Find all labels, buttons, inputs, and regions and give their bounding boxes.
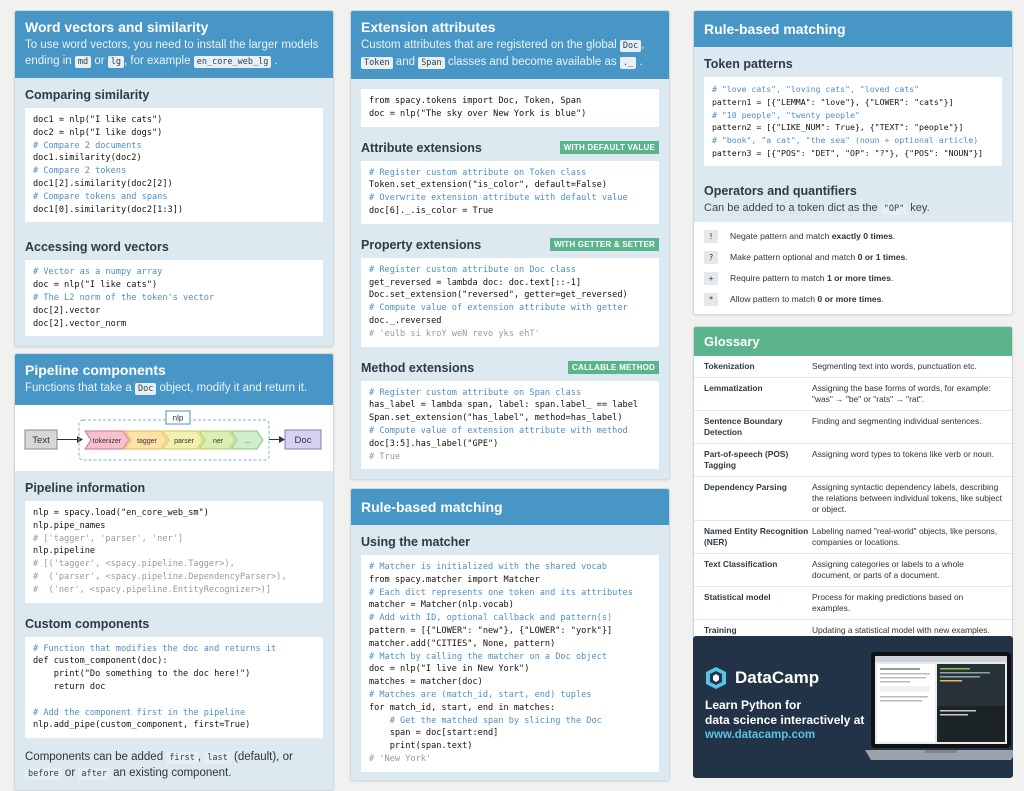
code-line: # Add the component first in the pipeline: [33, 707, 246, 718]
pipeline-diagram: [15, 405, 333, 471]
column-left: [14, 10, 334, 780]
glossary-term: Sentence Boundary Detection: [704, 416, 783, 437]
code-line: nlp.pipe_names: [33, 520, 106, 531]
code-line: Span.set_extension("has_label", method=has_label): [369, 413, 623, 424]
word-vectors-desc: [25, 37, 323, 70]
arrow-head: [279, 436, 285, 443]
datacamp-brand: DataCamp: [735, 668, 820, 687]
code-line: # Register custom attribute on Span class: [369, 387, 582, 398]
inline-code-lg: lg: [108, 56, 124, 68]
inline-code-underscore: ._: [620, 57, 636, 69]
glossary-term: Statistical model: [704, 592, 771, 602]
glossary-def: Process for making predictions based on examples.: [812, 592, 964, 613]
desc-text: Custom attributes that are registered on the global: [361, 39, 617, 51]
stage-label: ner: [212, 438, 224, 445]
glossary-term: Tokenization: [704, 361, 755, 371]
operator-desc: [730, 273, 893, 283]
column-middle: [350, 10, 670, 764]
glossary-term: Training: [704, 625, 737, 635]
operator-desc-text: Allow pattern to match: [730, 294, 818, 305]
extension-header: [351, 11, 669, 79]
desc-text: To use word vectors, you need to install the larger models ending in: [25, 39, 319, 67]
token-patterns-header: [694, 11, 1012, 47]
code-line: from spacy.tokens import Doc, Token, Span: [369, 96, 582, 106]
operator-key: ?: [704, 251, 718, 264]
attribute-ext-code: [361, 161, 659, 224]
code-line: # ('ner', <spacy.pipeline.EntityRecognizer>)]: [33, 584, 271, 595]
desc-text: classes and become available as: [447, 56, 617, 68]
code-line: span = doc[start:end]: [369, 728, 499, 739]
desc-text: Functions that take a: [25, 382, 132, 394]
datacamp-url-link[interactable]: www.datacamp.com: [705, 729, 816, 741]
code-line: # ['tagger', 'parser', 'ner']: [33, 533, 184, 544]
custom-components-code: [25, 637, 323, 739]
word-vectors-card: [14, 10, 334, 347]
code-line: doc[2].vector_norm: [33, 318, 127, 329]
method-ext-title: Method extensions: [361, 360, 475, 375]
glossary-row: [694, 411, 1012, 444]
text-label: Text: [32, 435, 50, 446]
code-line: # Matches are (match_id, start, end) tuples: [369, 689, 592, 700]
glossary-term: Named Entity Recognition (NER): [704, 526, 809, 547]
code-line: # Register custom attribute on Doc class: [369, 264, 576, 275]
code-line: doc2 = nlp("I like dogs"): [33, 127, 163, 138]
laptop-image: [865, 650, 1013, 764]
property-ext-header: [361, 238, 659, 252]
attribute-ext-section: [351, 131, 669, 228]
import-section: [351, 79, 669, 131]
glossary-def: Labeling named "real-world" objects, like persons, companies or locations.: [812, 526, 998, 547]
glossary-row: [694, 521, 1012, 554]
custom-components-title: Custom components: [25, 616, 150, 631]
accessing-section: [15, 226, 333, 346]
inline-code-token: Token: [361, 57, 393, 69]
code-line: def custom_component(doc):: [33, 656, 168, 667]
code-line: doc = nlp("I like cats"): [33, 280, 158, 291]
glossary-row: [694, 477, 1012, 521]
code-line: pattern = [{"LOWER": "new"}, {"LOWER": "york"}]: [369, 625, 613, 636]
stage-label: tagger: [137, 438, 157, 445]
property-ext-tag: WITH GETTER & SETTER: [550, 238, 659, 251]
code-line: matcher.add("CITIES", None, pattern): [369, 638, 556, 649]
operator-row: [704, 226, 1002, 247]
code-line: # ('parser', <spacy.pipeline.DependencyParser>),: [33, 571, 287, 582]
code-line: doc[3:5].has_label("GPE"): [369, 438, 499, 449]
operator-row: [704, 247, 1002, 268]
glossary-def: Assigning syntactic dependency labels, describing the relations between individual tokens, like subject or object.: [812, 482, 1002, 514]
code-line: # "love cats", "loving cats", "loved cats": [712, 84, 920, 94]
inline-code-model: en_core_web_lg: [194, 56, 272, 68]
extension-card: [350, 10, 670, 480]
nlp-label: nlp: [172, 413, 184, 423]
desc-text: .: [274, 55, 278, 67]
pipeline-diagram-svg: [15, 405, 334, 471]
code-line: # Compare tokens and spans: [33, 191, 168, 202]
code-line: nlp = spacy.load("en_core_web_sm"): [33, 508, 209, 518]
glossary-row: [694, 444, 1012, 477]
code-line: doc1.similarity(doc2): [33, 153, 142, 164]
matcher-code: [361, 555, 659, 772]
operator-desc-text: .: [892, 231, 896, 242]
code-line: # Add with ID, optional callback and pattern(s): [369, 613, 613, 624]
operators-section: [694, 170, 1012, 214]
operator-row: [704, 268, 1002, 289]
code-line: nlp.pipeline: [33, 546, 96, 557]
glossary-table: [694, 356, 1012, 641]
code-line: # "10 people", "twenty people": [712, 109, 860, 120]
code-line: # True: [369, 451, 401, 462]
operator-desc-text: Require pattern to match: [730, 273, 827, 284]
comparing-title: Comparing similarity: [25, 88, 150, 102]
operators-title: Operators and quantifiers: [704, 183, 857, 198]
code-line: get_reversed = lambda doc: doc.text[::-1]: [369, 277, 582, 288]
code-line: # The L2 norm of the token's vector: [33, 292, 215, 303]
code-line: # Get the matched span by slicing the Doc: [369, 715, 602, 726]
glossary-term: Dependency Parsing: [704, 482, 787, 492]
method-ext-code: [361, 381, 659, 470]
arrow-head: [77, 436, 83, 443]
code-line: # Compare 2 documents: [33, 140, 142, 151]
operator-key: +: [704, 272, 718, 285]
note-text: or: [64, 767, 76, 780]
code-line: doc1[2].similarity(doc2[2]): [33, 178, 173, 189]
operator-desc-text: .: [890, 273, 894, 284]
operator-desc-bold: 1 or more times: [826, 273, 891, 284]
import-code: [361, 89, 659, 127]
code-line: # [('tagger', <spacy.pipeline.Tagger>),: [33, 559, 235, 570]
pipeline-header: [15, 354, 333, 405]
inline-code-after: after: [78, 768, 110, 780]
doc-label: Doc: [294, 435, 312, 446]
code-line: # Compute value of extension attribute with getter: [369, 303, 628, 314]
datacamp-banner[interactable]: [693, 636, 1013, 778]
inline-code-last: last: [204, 752, 230, 764]
glossary-row: [694, 378, 1012, 411]
code-line: pattern2 = [{"LIKE_NUM": True}, {"TEXT": "people"}]: [712, 122, 964, 133]
method-ext-tag: CALLABLE METHOD: [568, 361, 659, 374]
code-line: # Function that modifies the doc and returns it: [33, 643, 277, 654]
code-line: # Overwrite extension attribute with default value: [369, 193, 628, 204]
inline-code-before: before: [25, 768, 62, 780]
attribute-ext-title: Attribute extensions: [361, 140, 482, 155]
stage-label: tokenizer: [92, 438, 122, 445]
glossary-def: Segmenting text into words, punctuation etc.: [812, 361, 977, 371]
desc-text: , for example: [124, 55, 191, 67]
accessing-title: Accessing word vectors: [25, 240, 169, 255]
desc-text: and: [395, 56, 415, 68]
glossary-row: [694, 356, 1012, 378]
desc-text: object, modify it and return it.: [159, 382, 308, 394]
operator-desc: [730, 252, 908, 262]
glossary-def: Finding and segmenting individual sentences.: [812, 416, 982, 426]
matcher-header: [351, 489, 669, 525]
glossary-row: [694, 587, 1012, 620]
operator-desc-bold: 0 or 1 times: [857, 252, 906, 263]
extension-desc: [361, 37, 659, 71]
datacamp-logo-icon: [705, 666, 727, 690]
code-line: # "book", "a cat", "the sea" (noun + optional article): [712, 135, 979, 146]
token-patterns-code: [704, 77, 1002, 166]
code-line: # Match by calling the matcher on a Doc object: [369, 651, 607, 662]
glossary-title: Glossary: [694, 327, 1012, 356]
code-line: doc = nlp("The sky over New York is blue"): [369, 108, 587, 119]
stage-label: parser: [174, 438, 194, 445]
desc-text: Can be added to a token dict as the: [704, 201, 878, 214]
code-line: from spacy.matcher import Matcher: [369, 574, 540, 585]
note-text: an existing component.: [113, 767, 232, 780]
matcher-section: [351, 525, 669, 780]
code-line: # 'New York': [369, 753, 432, 764]
extension-title: Extension attributes: [361, 19, 496, 35]
code-line: pattern3 = [{"POS": "DET", "OP": "?"}, {"POS": "NOUN"}]: [712, 147, 984, 158]
glossary-row: [694, 554, 1012, 587]
note-text: Components can be added: [25, 751, 164, 764]
pipeline-desc: [25, 380, 323, 397]
operator-desc-text: Make pattern optional and match: [730, 252, 858, 263]
pipeline-title: Pipeline components: [25, 362, 166, 378]
column-right: [693, 10, 1013, 741]
code-line: doc._.reversed: [369, 315, 442, 326]
code-line: # 'eulb si kroY weN revo yks ehT': [369, 328, 540, 339]
datacamp-logo: [705, 666, 819, 690]
glossary-def: Assigning categories or labels to a whole document, or parts of a document.: [812, 559, 964, 580]
tagline-line: Learn Python for: [705, 698, 802, 712]
code-line: # Register custom attribute on Token class: [369, 167, 587, 178]
operator-desc: [730, 294, 884, 304]
pipeline-note: [15, 742, 333, 790]
pipeline-info-title: Pipeline information: [25, 481, 146, 495]
desc-text: ,: [641, 39, 645, 51]
inline-code-md: md: [75, 56, 91, 68]
code-line: # Each dict represents one token and its attributes: [369, 587, 633, 598]
code-line: doc[6]._.is_color = True: [369, 205, 494, 216]
operator-key: *: [704, 293, 718, 306]
glossary-def: Updating a statistical model with new examples.: [812, 625, 990, 635]
pipeline-card: [14, 353, 334, 791]
operator-desc-text: .: [881, 294, 884, 305]
code-line: Doc.set_extension("reversed", getter=get_reversed): [369, 290, 628, 301]
code-line: Token.set_extension("is_color", default=False): [369, 180, 607, 191]
code-line: matches = matcher(doc): [369, 677, 483, 688]
token-patterns-section: [694, 47, 1012, 170]
code-line: return doc: [33, 681, 106, 692]
operator-desc-text: .: [905, 252, 908, 263]
matcher-card-title: Rule-based matching: [361, 499, 503, 515]
inline-code-doc: Doc: [135, 383, 156, 395]
word-vectors-header: [15, 11, 333, 78]
attribute-ext-tag: WITH DEFAULT VALUE: [560, 141, 659, 154]
note-text: ,: [197, 751, 202, 764]
desc-text: .: [639, 56, 643, 68]
property-ext-code: [361, 258, 659, 347]
property-ext-section: [351, 228, 669, 351]
code-line: # Vector as a numpy array: [33, 267, 163, 278]
comparing-section: [15, 78, 333, 226]
code-line: print(span.text): [369, 741, 473, 752]
word-vectors-title: Word vectors and similarity: [25, 19, 209, 35]
code-line: pattern1 = [{"LEMMA": "love"}, {"LOWER": "cats"}]: [712, 96, 954, 107]
method-ext-header: [361, 361, 659, 375]
inline-code-span: Span: [418, 57, 444, 69]
code-line: doc[2].vector: [33, 305, 101, 316]
glossary-term: Part-of-speech (POS) Tagging: [704, 449, 789, 470]
matcher-card: [350, 488, 670, 781]
glossary-card: [693, 326, 1013, 642]
glossary-term: Text Classification: [704, 559, 778, 569]
glossary-def: Assigning the base forms of words, for example: "was" → "be" or "rats" → "rat".: [812, 383, 991, 404]
attribute-ext-header: [361, 141, 659, 155]
code-line: doc1 = nlp("I like cats"): [33, 115, 163, 125]
pipeline-info-section: [15, 471, 333, 607]
operators-desc: [704, 202, 1002, 214]
accessing-code: [25, 260, 323, 336]
code-line: # Compute value of extension attribute with method: [369, 425, 628, 436]
code-line: # Compare 2 tokens: [33, 166, 127, 177]
tagline-line: data science interactively at: [705, 713, 865, 727]
rule-matching-title: Rule-based matching: [704, 21, 846, 37]
operator-desc-text: Negate pattern and match: [730, 231, 832, 242]
method-ext-section: [351, 351, 669, 480]
matcher-title: Using the matcher: [361, 535, 471, 549]
glossary-term: Lemmatization: [704, 383, 763, 393]
token-patterns-title: Token patterns: [704, 57, 793, 71]
operator-desc-bold: 0 or more times: [817, 294, 882, 305]
inline-code-first: first: [166, 752, 198, 764]
desc-text: key.: [910, 201, 930, 214]
glossary-def: Assigning word types to tokens like verb or noun.: [812, 449, 995, 459]
inline-code-doc: Doc: [620, 40, 641, 52]
property-ext-title: Property extensions: [361, 237, 482, 252]
operator-row: [704, 289, 1002, 310]
code-line: # Matcher is initialized with the shared vocab: [369, 562, 607, 572]
code-line: doc = nlp("I live in New York"): [369, 664, 530, 675]
operators-list: [694, 222, 1012, 314]
desc-text: or: [94, 55, 105, 67]
code-line: matcher = Matcher(nlp.vocab): [369, 600, 514, 611]
code-line: for match_id, start, end in matches:: [369, 702, 556, 713]
comparing-code: [25, 108, 323, 222]
datacamp-tagline: [705, 698, 864, 728]
operator-desc-bold: exactly 0 times: [831, 231, 893, 242]
token-patterns-card: [693, 10, 1013, 315]
custom-components-section: [15, 607, 333, 743]
inline-code-op: "OP": [881, 203, 907, 215]
note-text: (default), or: [234, 751, 293, 764]
code-line: has_label = lambda span, label: span.label_ == label: [369, 400, 639, 411]
pipeline-info-code: [25, 501, 323, 603]
code-line: doc1[0].similarity(doc2[1:3]): [33, 204, 184, 215]
operator-desc: [730, 231, 895, 241]
code-line: print("Do something to the doc here!"): [33, 669, 251, 680]
stage-label: ...: [245, 438, 251, 445]
operator-key: !: [704, 230, 718, 243]
code-line: nlp.add_pipe(custom_component, first=True): [33, 720, 251, 731]
